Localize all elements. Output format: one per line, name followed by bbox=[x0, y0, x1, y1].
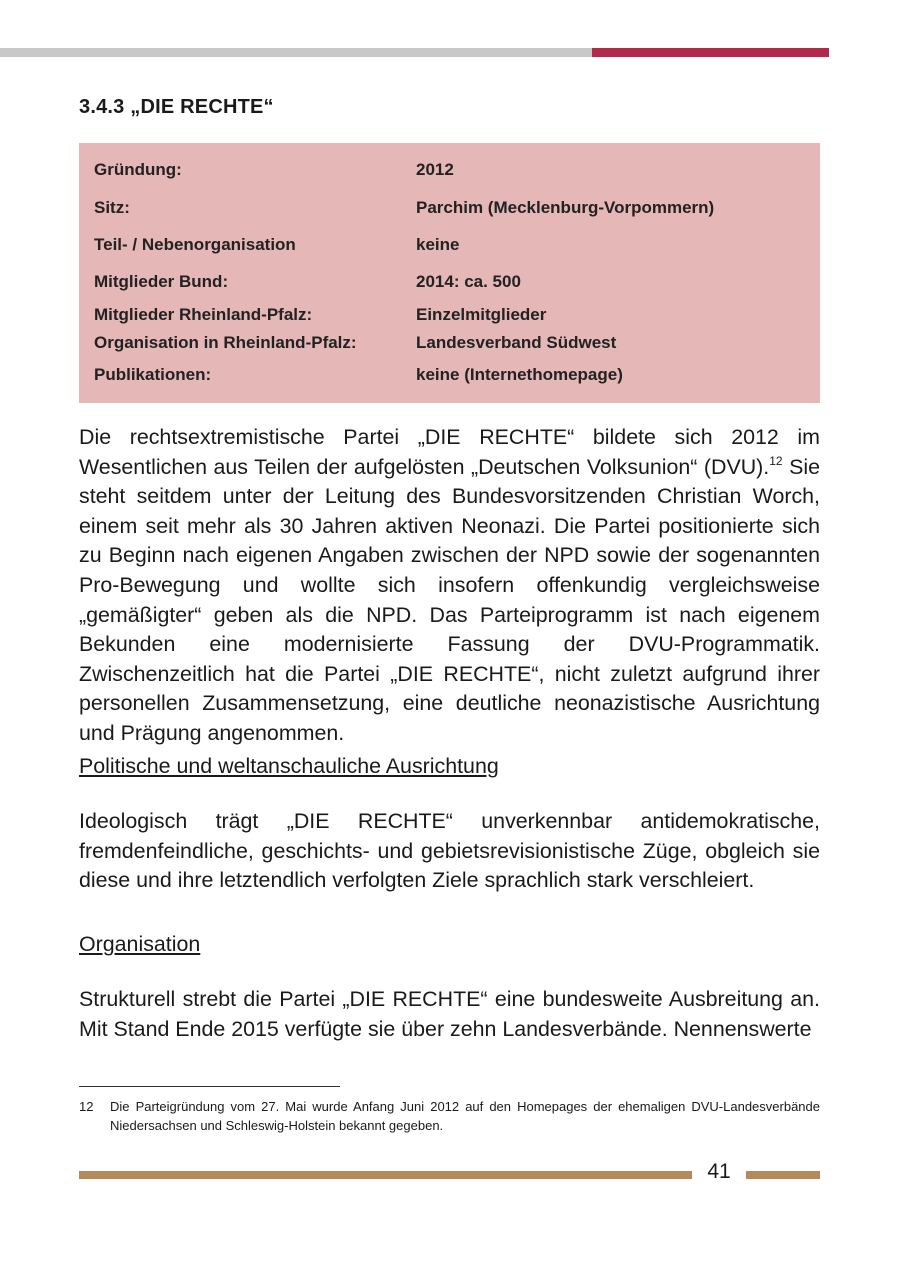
footnote-reference: 12 bbox=[769, 453, 783, 468]
organisation-paragraph: Strukturell strebt die Partei „DIE RECHTE“ eine bundesweite Ausbreitung an. Mit Stand Ende 2015 verfügte sie über zehn Landesverbände. Nennenswerte bbox=[79, 987, 820, 1041]
fact-value: keine (Internethomepage) bbox=[416, 365, 623, 384]
footnote-text: Die Parteigründung vom 27. Mai wurde Anfang Juni 2012 auf den Homepages der ehemaligen DVU-Landesverbände Niedersachsen und Schleswig-Holstein bekannt gegeben. bbox=[110, 1099, 820, 1133]
fact-label: Gründung: bbox=[94, 160, 182, 179]
page-number: 41 bbox=[707, 1160, 731, 1183]
party-factbox bbox=[79, 143, 820, 403]
fact-value: Parchim (Mecklenburg-Vorpommern) bbox=[416, 198, 715, 217]
fact-row-seat bbox=[79, 198, 820, 222]
fact-row-suborganisation bbox=[79, 235, 820, 259]
fact-label: Organisation in Rheinland-Pfalz: bbox=[94, 333, 357, 352]
fact-label: Teil- / Nebenorganisation bbox=[94, 235, 296, 254]
bottom-decorative-bar-right bbox=[746, 1171, 820, 1179]
fact-value: Einzelmitglieder bbox=[416, 305, 547, 324]
footnote-number: 12 bbox=[79, 1099, 94, 1114]
section-heading: 3.4.3 „DIE RECHTE“ bbox=[79, 96, 274, 118]
fact-row-publications bbox=[79, 365, 820, 389]
intro-paragraph bbox=[79, 423, 820, 749]
fact-row-members-rlp bbox=[79, 305, 820, 329]
fact-row-organisation-rlp bbox=[79, 333, 820, 357]
fact-value: 2012 bbox=[416, 160, 454, 179]
fact-value: 2014: ca. 500 bbox=[416, 272, 521, 291]
fact-label: Mitglieder Bund: bbox=[94, 272, 229, 291]
fact-row-members-federal bbox=[79, 272, 820, 296]
fact-row-founding bbox=[79, 160, 820, 184]
bottom-decorative-bar bbox=[79, 1171, 692, 1179]
fact-label: Mitglieder Rheinland-Pfalz: bbox=[94, 305, 313, 324]
top-decorative-bar bbox=[0, 48, 592, 57]
intro-text-part1: Die rechtsextremistische Partei „DIE RECHTE“ bildete sich 2012 im Wesentlichen aus Teilen der aufgelösten „Deutschen Volksunion“ (DVU). bbox=[79, 425, 820, 479]
fact-value: Landesverband Südwest bbox=[416, 333, 617, 352]
top-accent-bar bbox=[592, 48, 829, 57]
subheading-organisation: Organisation bbox=[79, 932, 201, 956]
subheading-ideology: Politische und weltanschauliche Ausrichtung bbox=[79, 754, 499, 778]
footnote-divider bbox=[79, 1086, 340, 1087]
fact-label: Sitz: bbox=[94, 198, 130, 217]
fact-value: keine bbox=[416, 235, 460, 254]
intro-text-part2: Sie steht seitdem unter der Leitung des Bundesvorsitzenden Christian Worch, einem seit mehr als 30 Jahren aktiven Neonazi. Die Partei positionierte sich zu Beginn nach eigenen Angaben zwischen der NPD sowie der sogenannten Pro-Bewegung und wollte sich insofern offenkundig vergleichsweise „gemäßigter“ geben als die NPD. Das Parteiprogramm ist nach eigenem Bekunden eine modernisierte Fassung der DVU-Programmatik. Zwischenzeitlich hat die Partei „DIE RECHTE“, nicht zuletzt aufgrund ihrer personellen Zusammensetzung, eine deutliche neonazistische Ausrichtung und Prägung angenommen. bbox=[79, 454, 821, 745]
ideology-paragraph: Ideologisch trägt „DIE RECHTE“ unverkennbar antidemokratische, fremdenfeindliche, geschichts- und gebietsrevisionistische Züge, obgleich sie diese und ihre letztendlich verfolgten Ziele sprachlich stark verschleiert. bbox=[79, 809, 820, 893]
fact-label: Publikationen: bbox=[94, 365, 212, 384]
